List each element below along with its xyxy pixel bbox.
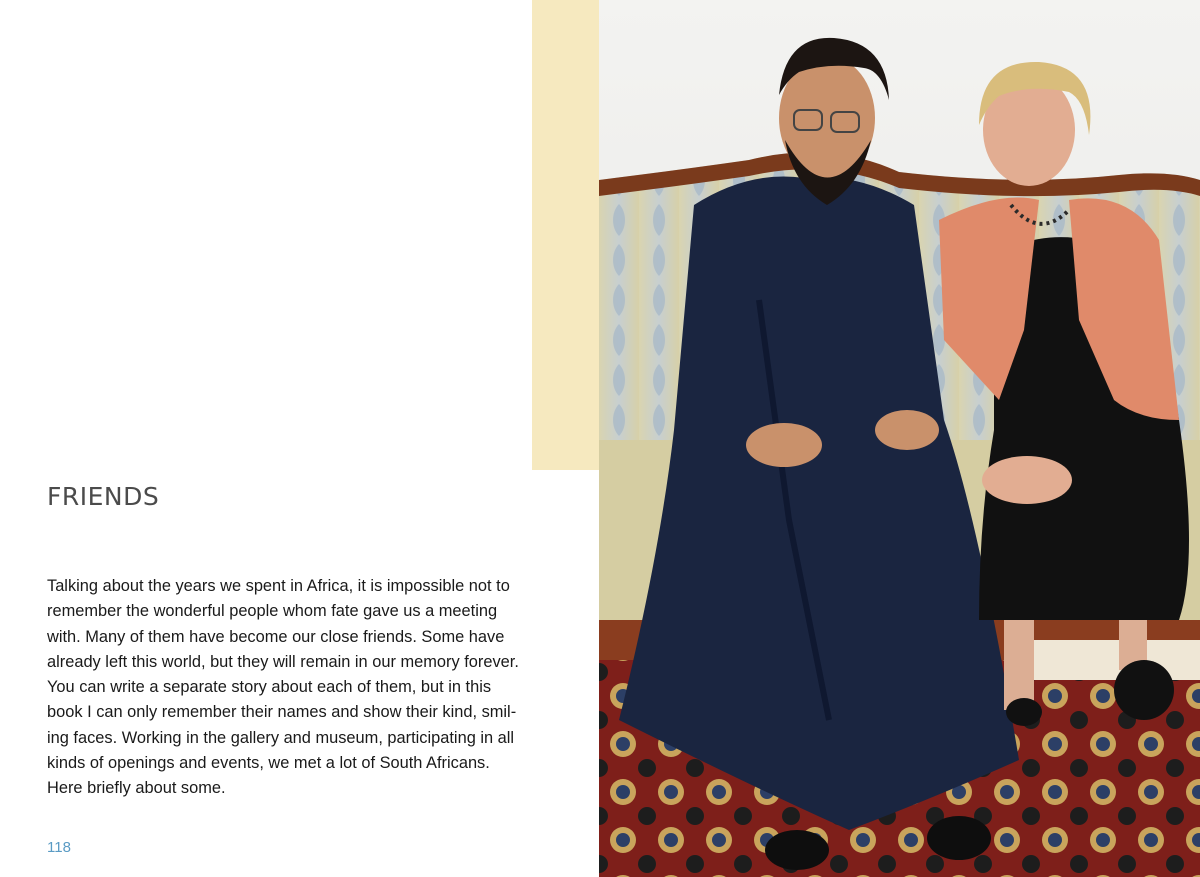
accent-bar bbox=[532, 0, 599, 470]
body-line: already left this world, but they will remain in our memory forever. bbox=[47, 652, 519, 671]
body-line: book I can only remember their names and show their kind, smil- bbox=[47, 703, 517, 722]
body-line: Here briefly about some. bbox=[47, 779, 226, 798]
body-line: Talking about the years we spent in Africa, it is impossible not to bbox=[47, 577, 510, 595]
body-line: with. Many of them have become our close friends. Some have bbox=[47, 627, 505, 646]
body-line: You can write a separate story about each of them, but in this bbox=[47, 678, 492, 697]
section-title: FRIENDS bbox=[47, 482, 160, 511]
page-number: 118 bbox=[47, 839, 71, 856]
body-line: ing faces. Working in the gallery and museum, participating in all bbox=[47, 728, 515, 747]
body-text bbox=[47, 574, 559, 802]
photo-priest-and-woman-on-sofa bbox=[599, 0, 1200, 877]
body-line: kinds of openings and events, we met a lot of South Africans. bbox=[47, 754, 490, 773]
body-line: remember the wonderful people whom fate gave us a meeting bbox=[47, 602, 498, 621]
